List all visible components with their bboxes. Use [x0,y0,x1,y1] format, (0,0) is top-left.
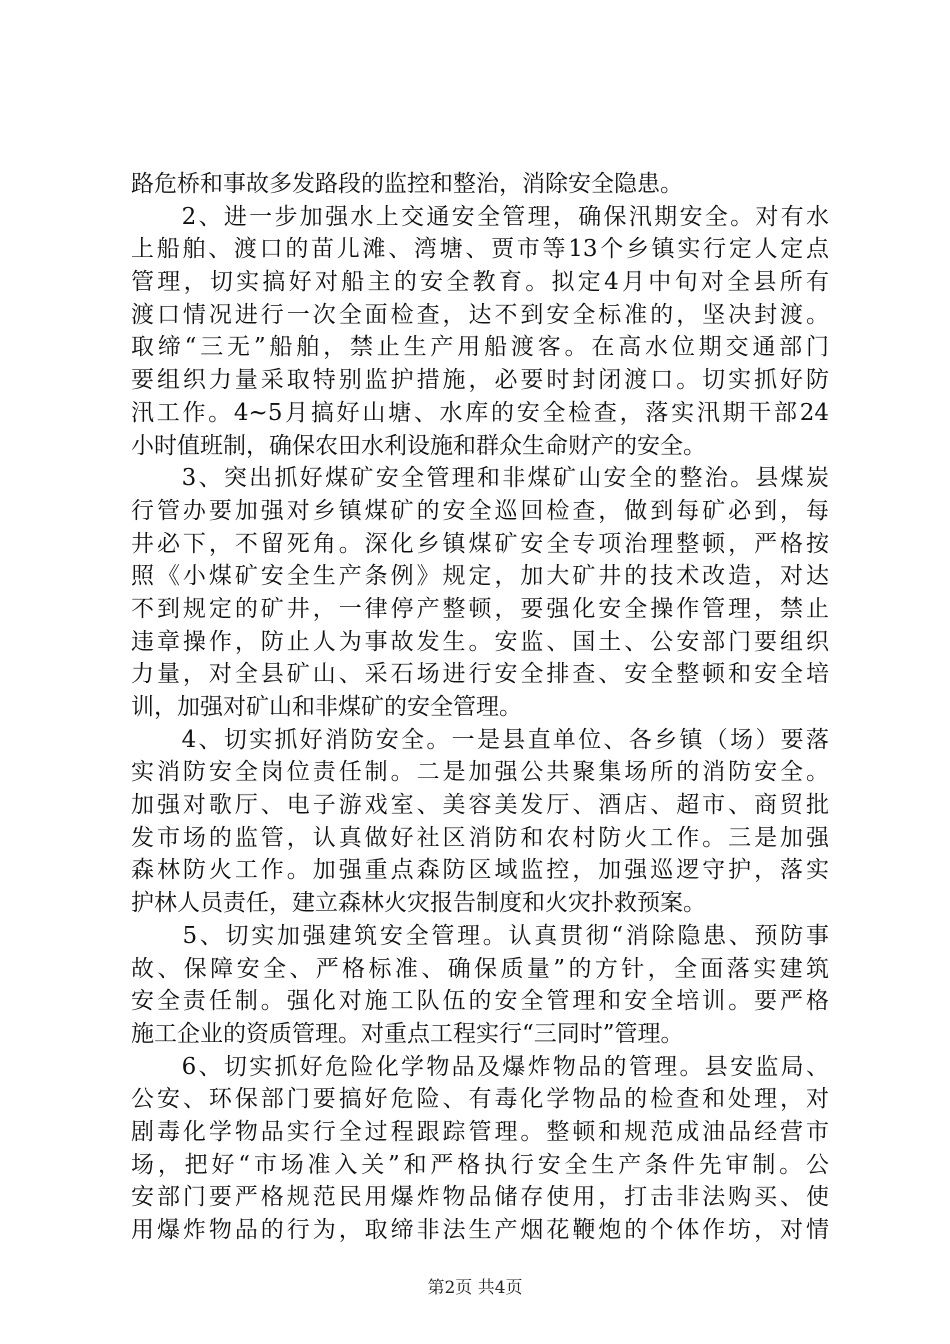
text-line: 用爆炸物品的行为，取缔非法生产烟花鞭炮的个体作坊，对情 [131,1217,829,1243]
body-text [131,168,829,1247]
text-line: 取缔“三无”船舶，禁止生产用船渡客。在高水位期交通部门 [131,334,829,361]
text-line: 不到规定的矿井，一律停产整顿，要强化安全操作管理，禁止 [131,595,829,622]
text-line: 力量，对全县矿山、采石场进行安全排查、安全整顿和安全培 [131,661,829,688]
text-line: 护林人员责任，建立森林火灾报告制度和火灾扑救预案。 [131,890,706,917]
text-line: 森林防火工作。加强重点森防区域监控，加强巡逻守护，落实 [131,857,829,884]
text-line: 照《小煤矿安全生产条例》规定，加大矿井的技术改造，对达 [131,563,829,590]
text-line: 发市场的监管，认真做好社区消防和农村防火工作。三是加强 [131,824,829,851]
text-line: 公安、环保部门要搞好危险、有毒化学物品的检查和处理，对 [131,1086,829,1113]
text-line: 管理，切实搞好对船主的安全教育。拟定4月中旬对全县所有 [131,269,829,296]
page-number-footer: 第2页 共4页 [427,1278,523,1298]
text-line: 故、保障安全、严格标准、确保质量”的方针，全面落实建筑 [131,955,829,982]
text-line: 施工企业的资质管理。对重点工程实行“三同时”管理。 [131,1020,684,1047]
text-line: 上船舶、渡口的苗儿滩、湾塘、贾市等13个乡镇实行定人定点 [131,236,829,263]
text-line: 实消防安全岗位责任制。二是加强公共聚集场所的消防安全。 [131,759,829,786]
text-line: 5、切实加强建筑安全管理。认真贯彻“消除隐患、预防事 [131,922,829,949]
text-line: 要组织力量采取特别监护措施，必要时封闭渡口。切实抓好防 [131,367,829,394]
text-line: 路危桥和事故多发路段的监控和整治，消除安全隐患。 [131,171,683,197]
text-line: 场，把好“市场准入关”和严格执行安全生产条件先审制。公 [131,1151,829,1178]
text-line: 安部门要严格规范民用爆炸物品储存使用，打击非法购买、使 [131,1184,829,1211]
text-line: 3、突出抓好煤矿安全管理和非煤矿山安全的整治。县煤炭 [131,465,829,492]
text-line: 安全责任制。强化对施工队伍的安全管理和安全培训。要严格 [131,988,829,1015]
text-line: 汛工作。4~5月搞好山塘、水库的安全检查，落实汛期干部24 [131,399,829,426]
text-line: 小时值班制，确保农田水利设施和群众生命财产的安全。 [131,432,706,459]
text-line: 违章操作，防止人为事故发生。安监、国土、公安部门要组织 [131,628,829,655]
text-line: 行管办要加强对乡镇煤矿的安全巡回检查，做到每矿必到，每 [131,497,829,524]
text-line: 剧毒化学物品实行全过程跟踪管理。整顿和规范成油品经营市 [131,1118,829,1145]
text-line: 6、切实抓好危险化学物品及爆炸物品的管理。县安监局、 [131,1053,829,1080]
text-line: 4、切实抓好消防安全。一是县直单位、各乡镇（场）要落 [131,726,829,753]
text-line: 训，加强对矿山和非煤矿的安全管理。 [131,694,522,720]
text-line: 井必下，不留死角。深化乡镇煤矿安全专项治理整顿，严格按 [131,530,829,557]
text-line: 2、进一步加强水上交通安全管理，确保汛期安全。对有水 [131,203,829,230]
text-line: 渡口情况进行一次全面检查，达不到安全标准的，坚决封渡。 [131,301,829,328]
text-line: 加强对歌厅、电子游戏室、美容美发厅、酒店、超市、商贸批 [131,792,829,819]
